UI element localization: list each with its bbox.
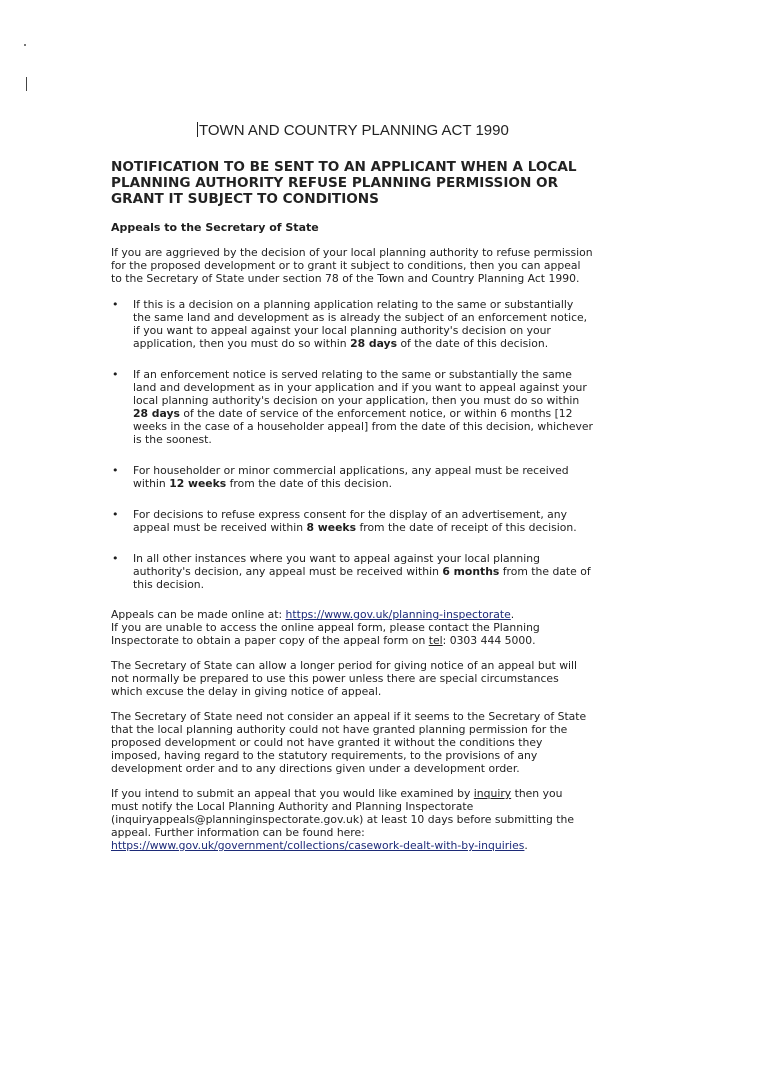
scan-mark-dot — [24, 44, 26, 46]
section-heading: Appeals to the Secretary of State — [111, 221, 319, 234]
scan-mark-line — [26, 77, 27, 91]
online-appeal-paragraph: Appeals can be made online at: https://www.gov.uk/planning-inspectorate. If you are unable to access the online appeal form, please contact the Planning Inspectorate to obtain a paper copy of the appeal form on tel: 0303 444 5000. — [111, 608, 540, 647]
list-item: • If an enforcement notice is served relating to the same or substantially the same land and development as in your application and if you want to appeal against your local planning authority's decision on your application, then you must do so within 28 days of the date of service of the enforcement notice, or within 6 months [12 weeks in the case of a householder appeal] from the date of this decision, whichever is the soonest. — [111, 368, 593, 446]
inquiries-casework-link[interactable]: https://www.gov.uk/government/collections/casework-dealt-with-by-inquiries — [111, 839, 525, 852]
intro-paragraph: If you are aggrieved by the decision of your local planning authority to refuse permission for the proposed development or to grant it subject to conditions, then you can appeal to the Secretary of State under section 78 of the Town and Country Planning Act 1990. — [111, 246, 593, 285]
deadline-emphasis: 12 weeks — [169, 477, 227, 490]
document-body — [111, 159, 593, 852]
act-heading — [197, 122, 597, 139]
act-heading-text: TOWN AND COUNTRY PLANNING ACT 1990 — [199, 122, 509, 139]
list-item: • In all other instances where you want to appeal against your local planning authority's decision, any appeal must be received within 6 months from the date of this decision. — [111, 552, 593, 591]
list-item: • For householder or minor commercial applications, any appeal must be received within 12 weeks from the date of this decision. — [111, 464, 593, 490]
deadline-emphasis: 28 days — [133, 407, 180, 420]
extension-paragraph: The Secretary of State can allow a longer period for giving notice of an appeal but will not normally be prepared to use this power unless there are special circumstances which excuse the delay in giving notice of appeal. — [111, 659, 578, 698]
inquiry-word: inquiry — [473, 787, 512, 800]
list-item: • For decisions to refuse express consent for the display of an advertisement, any appeal must be received within 8 weeks from the date of receipt of this decision. — [111, 508, 593, 534]
tel-label: tel — [428, 634, 443, 647]
text-cursor — [197, 122, 198, 137]
notification-title: NOTIFICATION TO BE SENT TO AN APPLICANT WHEN A LOCAL PLANNING AUTHORITY REFUSE PLANNING PERMISSION OR GRANT IT SUBJECT TO CONDITIONS — [111, 159, 577, 207]
planning-inspectorate-link[interactable]: https://www.gov.uk/planning-inspectorate — [285, 608, 511, 621]
deadline-emphasis: 28 days — [350, 337, 398, 350]
consider-paragraph: The Secretary of State need not consider an appeal if it seems to the Secretary of State that the local planning authority could not have granted planning permission for the proposed development or could not have granted it without the conditions they imposed, having regard to the statutory requirements, to the provisions of any development order and to any directions given under a development order. — [111, 710, 587, 775]
deadline-list — [111, 298, 593, 591]
deadline-emphasis: 6 months — [442, 565, 500, 578]
inquiry-paragraph: If you intend to submit an appeal that you would like examined by inquiry then you must notify the Local Planning Authority and Planning Inspectorate (inquiryappeals@planninginspectorate.gov.uk) at least 10 days before submitting the appeal. Further information can be found here: https://www.gov.uk/government/collections/casework-dealt-with-by-inquiries. — [111, 787, 574, 852]
list-item: • If this is a decision on a planning application relating to the same or substantially the same land and development as is already the subject of an enforcement notice, if you want to appeal against your local planning authority's decision on your application, then you must do so within 28 days of the date of this decision. — [111, 298, 593, 350]
deadline-emphasis: 8 weeks — [306, 521, 357, 534]
